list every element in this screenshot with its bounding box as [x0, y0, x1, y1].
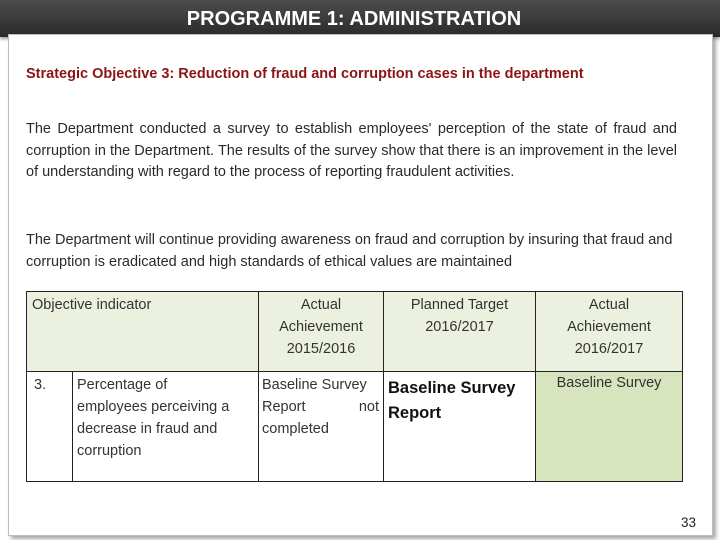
header-actual-2016-line1: Actual — [588, 297, 630, 313]
row-number: 3. — [27, 372, 73, 482]
header-actual-2015-line2: Achievement — [279, 319, 363, 335]
row-actual-2016-value: Baseline Survey — [556, 375, 662, 391]
header-actual-2016 — [536, 292, 683, 372]
row-actual-2015-word-not: not — [358, 399, 379, 415]
header-planned-line2: 2016/2017 — [425, 319, 494, 335]
row-indicator-line2: employees perceiving a — [77, 399, 230, 415]
row-planned-line1: Baseline Survey — [388, 379, 516, 397]
row-indicator-line3: decrease in fraud and — [77, 421, 218, 437]
table-header-row — [27, 292, 683, 372]
header-actual-2015-line1: Actual — [300, 297, 342, 313]
row-indicator — [73, 372, 259, 482]
row-actual-2015-line2 — [262, 396, 379, 418]
header-actual-2016-line2: Achievement — [567, 319, 651, 335]
header-planned-line1: Planned Target — [410, 297, 509, 313]
awareness-paragraph: The Department will continue providing awareness on fraud and corruption by insuring that fraud and corruption is eradicated and high standards of ethical values are maintained — [26, 232, 673, 270]
header-actual-2015-line3: 2015/2016 — [286, 341, 356, 357]
page-number: 33 — [680, 515, 696, 530]
indicator-table — [26, 291, 683, 482]
row-actual-2015-word-report: Report — [262, 399, 306, 415]
row-actual-2015-line3: completed — [262, 421, 329, 437]
row-indicator-line4: corruption — [77, 443, 142, 459]
header-actual-2016-line3: 2016/2017 — [574, 341, 644, 357]
slide-title-bar — [0, 0, 720, 37]
header-planned-target — [384, 292, 536, 372]
row-actual-2015-line1: Baseline Survey — [262, 377, 367, 393]
header-actual-2015 — [259, 292, 384, 372]
row-actual-2015 — [259, 372, 384, 482]
row-planned-line2: Report — [388, 404, 442, 422]
slide-title: PROGRAMME 1: ADMINISTRATION — [186, 8, 522, 30]
header-objective-indicator — [27, 292, 259, 372]
header-objective-indicator-label: Objective indicator — [32, 297, 152, 313]
survey-paragraph: The Department conducted a survey to establish employees' perception of the state of fraud and corruption in the Department. The results of the survey show that there is an improvement in the level of understanding with regard to the process of reporting fraudulent activities. — [26, 121, 677, 180]
row-planned-target — [384, 372, 536, 482]
row-actual-2016 — [536, 372, 683, 482]
row-indicator-line1: Percentage of — [77, 377, 168, 393]
strategic-objective-heading: Strategic Objective 3: Reduction of fraud and corruption cases in the department — [26, 66, 584, 82]
table-row — [27, 372, 683, 482]
